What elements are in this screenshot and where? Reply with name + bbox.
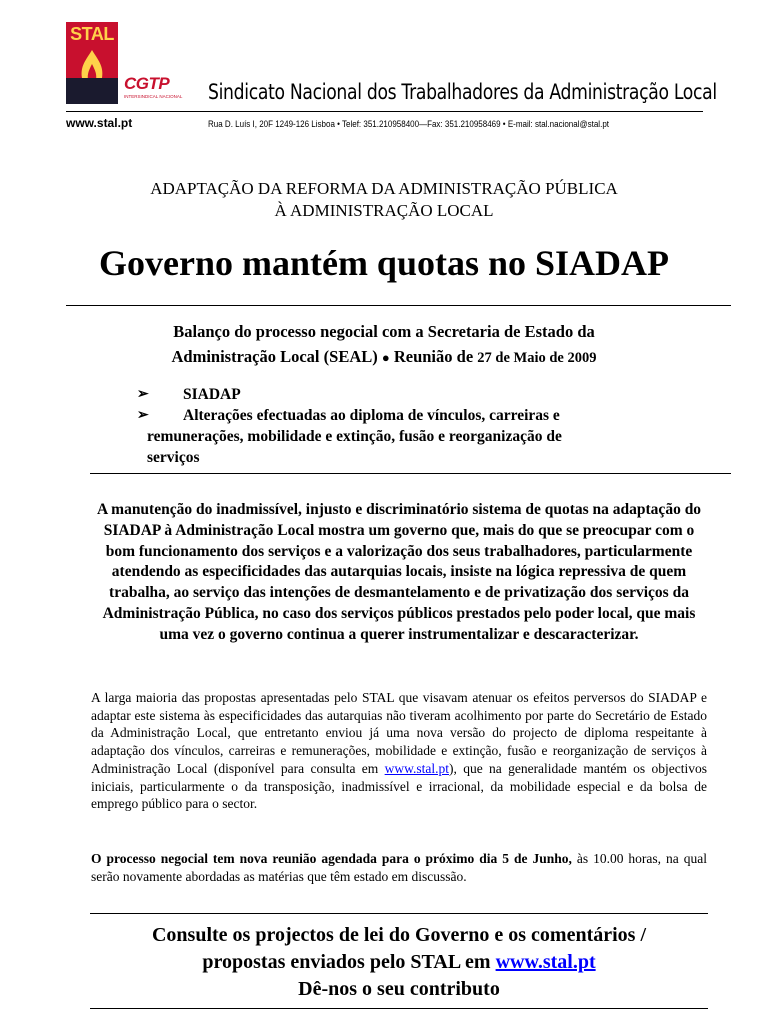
footer-divider-top bbox=[90, 913, 708, 914]
stal-link[interactable]: www.stal.pt bbox=[384, 760, 449, 776]
page-title: Governo mantém quotas no SIADAP bbox=[98, 243, 670, 283]
footer-line-2 bbox=[90, 949, 708, 976]
subhead-meeting: Reunião de bbox=[393, 347, 474, 366]
kicker bbox=[0, 178, 768, 222]
footer-line-3: Dê-nos o seu contributo bbox=[298, 978, 500, 1000]
header-website[interactable]: www.stal.pt bbox=[66, 116, 133, 130]
stal-logo bbox=[66, 22, 118, 104]
footer-stal-link[interactable]: www.stal.pt bbox=[495, 951, 596, 973]
subhead bbox=[0, 319, 768, 371]
union-name: Sindicato Nacional dos Trabalhadores da Administração Local bbox=[208, 80, 717, 104]
cgtp-logo: CGTP bbox=[124, 74, 170, 93]
header-contacts: Rua D. Luís I, 20F 1249-126 Lisboa • Telef: 351.210958400—Fax: 351.210958469 • E-mail: stal.nacional@stal.pt bbox=[208, 119, 610, 129]
topic-alteracoes-line-2: remunerações, mobilidade e extinção, fusão e reorganização de bbox=[147, 428, 562, 445]
bullet-dot: ● bbox=[381, 350, 390, 365]
arrow-icon: ➢ bbox=[137, 408, 149, 423]
body-1-text-b: ), que na generalidade mantém os objectivos iniciais, particularmente o da transposição, inadmissível e irracional, da mobilidade especial e da bolsa de emprego público para o sector. bbox=[91, 760, 707, 812]
logo-base bbox=[66, 78, 118, 104]
logo-text: STAL bbox=[70, 24, 114, 44]
topics-divider bbox=[90, 473, 731, 474]
list-item bbox=[137, 405, 637, 426]
footer-line-2-text: propostas enviados pelo STAL em bbox=[202, 951, 496, 973]
meeting-details: às 10.00 horas, na qual serão novamente abordadas as matérias que têm estado em discussão. bbox=[91, 851, 707, 884]
footer-divider-bottom bbox=[90, 1008, 708, 1009]
topic-alteracoes-line-3: serviços bbox=[147, 449, 200, 466]
topic-alteracoes-line-1: Alterações efectuadas ao diploma de vínculos, carreiras e bbox=[183, 407, 560, 424]
footer-line-1: Consulte os projectos de lei do Governo e os comentários / bbox=[151, 924, 647, 946]
subhead-line-1: Balanço do processo negocial com a Secretaria de Estado da bbox=[173, 322, 595, 341]
footer-callout bbox=[90, 922, 708, 1003]
subhead-org: Administração Local (SEAL) bbox=[171, 347, 378, 366]
subhead-date: 27 de Maio de 2009 bbox=[477, 350, 597, 366]
kicker-line-2: À ADMINISTRAÇÃO LOCAL bbox=[274, 201, 494, 220]
title-divider bbox=[66, 305, 731, 306]
meeting-announcement: O processo negocial tem nova reunião agendada para o próximo dia 5 de Junho, bbox=[91, 851, 572, 866]
lead-paragraph: A manutenção do inadmissível, injusto e discriminatório sistema de quotas na adaptação do SIADAP à Administração Local mostra um governo que, mais do que se preocupar com o bom funcionamento dos serviços e a valorização dos seus trabalhadores, particularmente atendendo as especificidades das autarquias locais, insiste na lógica repressiva de quem trabalha, ao serviço das intenções de desmantelamento e de privatização dos serviços da Administração Pública, no caso dos serviços públicos prestados pelo poder local, que mais uma vez o governo continua a querer instrumentalizar e descaracterizar. bbox=[96, 501, 702, 643]
subhead-line-2 bbox=[0, 344, 768, 371]
header-divider bbox=[66, 111, 703, 112]
topic-siadap: SIADAP bbox=[183, 386, 241, 403]
arrow-icon: ➢ bbox=[137, 387, 149, 402]
list-item bbox=[137, 384, 637, 405]
topic-list bbox=[137, 384, 637, 468]
body-paragraph-1 bbox=[91, 689, 707, 813]
cgtp-subtext: INTERSINDICAL NACIONAL bbox=[124, 94, 183, 99]
kicker-line-1: ADAPTAÇÃO DA REFORMA DA ADMINISTRAÇÃO PÚBLICA bbox=[150, 179, 618, 198]
body-paragraph-2 bbox=[91, 850, 707, 885]
body-1-text-a: A larga maioria das propostas apresentadas pelo STAL que visavam atenuar os efeitos perversos do SIADAP e adaptar este sistema às especificidades das autarquias não tiveram acolhimento por parte do Secretário de Estado da Administração Local, que entretanto enviou já uma nova versão do projecto de diploma respeitante à adaptação dos vínculos, carreiras e remunerações, mobilidade e extinção, fusão e reorganização de serviços à Administração Local (disponível para consulta em bbox=[91, 690, 707, 776]
